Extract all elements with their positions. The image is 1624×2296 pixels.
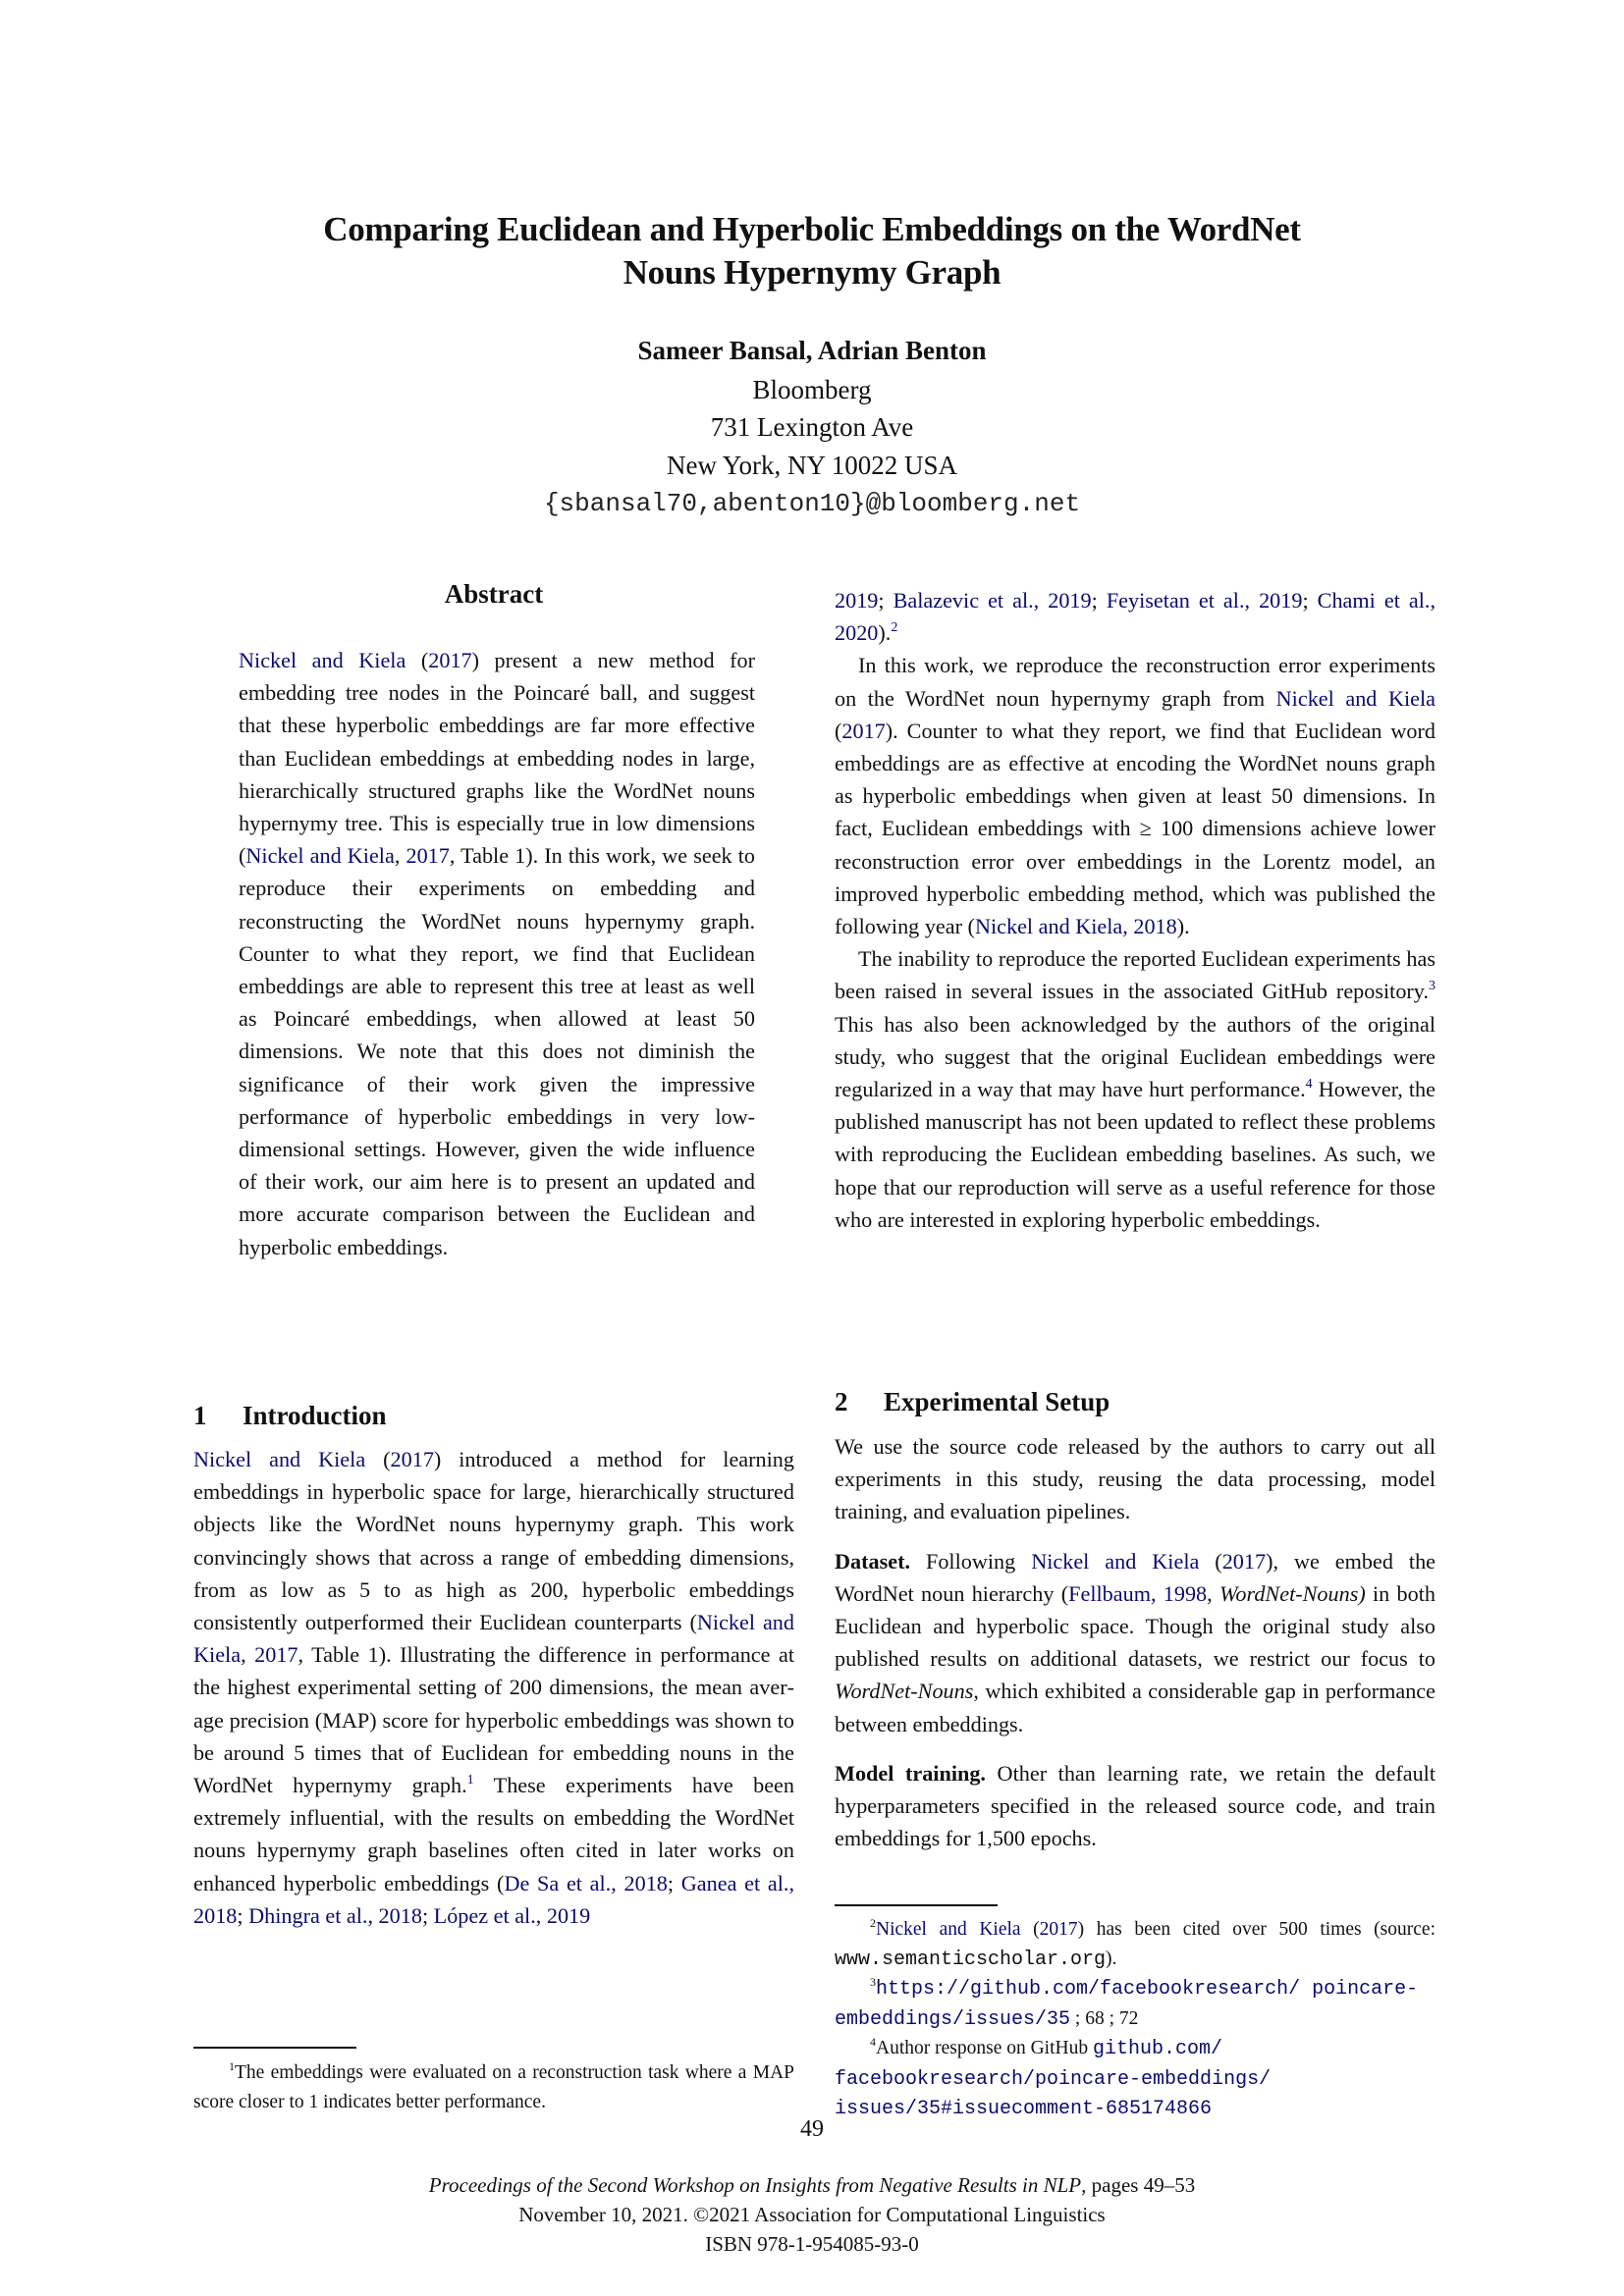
footnote-4 — [835, 2034, 1435, 2124]
body-text: ). — [1176, 914, 1190, 939]
body-text: In this work, we reproduce the reconstruction error experiments on the WordNet noun hypernymy graph from — [835, 653, 1435, 711]
footnote-rule — [835, 1904, 1435, 1906]
body-text: , — [1207, 1580, 1219, 1606]
citation-year-link[interactable]: 2017 — [1039, 1919, 1078, 1940]
footnote-rule — [193, 2047, 794, 2049]
citation-link[interactable]: Nickel and Kiela — [1031, 1548, 1200, 1574]
body-text: Other than learning rate, we retain the default hyperparameters specified in the released source code, and train embeddings for 1,500 epochs. — [835, 1760, 1435, 1851]
model-training-paragraph — [835, 1757, 1435, 1855]
section-title: Experimental Setup — [884, 1387, 1110, 1416]
isbn: ISBN 978-1-954085-93-0 — [705, 2232, 919, 2256]
dataset-label: Dataset. — [835, 1548, 911, 1574]
copyright-line: November 10, 2021. ©2021 Association for Computational Linguistics — [518, 2203, 1106, 2226]
footnote-text: ). — [1106, 1948, 1117, 1969]
section-heading-experimental-setup — [835, 1384, 1435, 1419]
citation-link[interactable]: Chami et al., 2020 — [835, 588, 1435, 646]
citation-link[interactable]: Nickel and Kiela — [239, 648, 406, 672]
introduction-body-left: Nickel and Kiela (2017) introduced a method for learning embeddings in hyperbolic space for large, hierarchically structured objects like the WordNet nouns hypernymy graph. This work convincingly shows that across a range of embedding dimensions, from as low as 5 to as high as 200, hyperbolic embeddings consistently outperformed their Euclidean counterparts (Nickel and Kiela, 2017, Table 1). Illustrating the difference in performance at the highest experimental setting of 200 dimensions, the mean average precision (MAP) score for hyperbolic embeddings was shown to be around 5 times that of Euclidean for embedding nouns in the WordNet hypernymy graph.$^1$ These experiments have been extremely influential, with the results on embedding the WordNet nouns hypernymy graph baselines often cited in later works on enhanced hyperbolic embeddings (De Sa et al., 2018; Ganea et al., 2018; Dhingra et al., 2018; López et al., 2019 — [193, 1447, 794, 1928]
affiliation-org: Bloomberg — [752, 375, 872, 404]
dataset-name: WordNet-Nouns — [835, 1679, 974, 1704]
section-heading-introduction — [193, 1398, 794, 1433]
citation-link[interactable]: Dhingra et al., 2018 — [248, 1902, 422, 1928]
abstract-text: , Table 1). In this work, we seek to reproduce their experiments on embedding and reconstructing the WordNet nouns hypernymy graph. Counter to what they report, we find that Euclidean embeddings are able to represent this tree at least as well as Poincaré embeddings, when allowed at least 50 dimensions. We note that this does not diminish the significance of their work given the impressive performance of hyperbolic embeddings in very low-dimensional settings. However, given the wide influence of their work, our aim here is to present an updated and more accurate comparison between the Euclidean and hyperbolic embeddings. — [239, 843, 755, 1259]
body-text: The inability to reproduce the reported Euclidean experiments has been raised in several issues in the associated GitHub repository. — [835, 946, 1435, 1004]
citation-link[interactable]: Nickel and Kiela — [193, 1447, 366, 1471]
footnote-marker-3[interactable]: 3 — [1429, 979, 1435, 994]
page-number: 49 — [800, 2116, 824, 2142]
setup-intro: We use the source code released by the authors to carry out all experiments in this study, reusing the data processing, model training, and evaluation pipelines. — [835, 1434, 1435, 1524]
dataset-name: WordNet-Nouns) — [1218, 1580, 1366, 1606]
body-text: introduced a method for learning embeddings in hyperbolic space for large, hierarchically structured objects like the WordNet nouns hypernymy graph. This work convincingly shows that across a range of embedding dimensions, from as low as 5 to as high as 200, hyperbolic embeddings consistently outperformed their Euclidean counterparts ( — [193, 1447, 794, 1635]
citation-year-link[interactable]: 2017 — [390, 1447, 434, 1471]
citation-link[interactable]: Balazevic et al., 2019 — [893, 588, 1092, 613]
experimental-setup-body — [835, 1430, 1435, 1854]
citation-year-link[interactable]: 2017 — [1221, 1548, 1267, 1574]
footnote-1 — [193, 2058, 794, 2116]
title-line-2: Nouns Hypernymy Graph — [623, 253, 1001, 292]
citation-link[interactable]: Ganea et al., 2018 — [193, 1870, 794, 1928]
footnote-marker-2[interactable]: 2 — [891, 620, 898, 636]
footnote-text: The embeddings were evaluated on a reconstruction task where a MAP score closer to 1 indicates better performance. — [193, 2062, 794, 2112]
footnote-text: Author response on GitHub — [876, 2038, 1093, 2058]
proceedings-footer — [196, 2170, 1428, 2259]
github-comment-link[interactable]: github.com/ facebookresearch/poincare-embeddings/ issues/35#issuecomment-685174866 — [835, 2038, 1272, 2120]
citation-link[interactable]: Nickel and Kiela, 2018 — [974, 914, 1177, 939]
citation-link[interactable]: Nickel and Kiela — [245, 843, 395, 869]
section-number: 2 — [835, 1387, 848, 1416]
section-number: 1 — [193, 1401, 207, 1430]
citation-link[interactable]: Nickel and Kiela — [1275, 685, 1435, 711]
proceedings-pages: , pages 49–53 — [1081, 2173, 1196, 2197]
citation-link[interactable]: Nickel and Kiela — [876, 1919, 1021, 1940]
citation-link[interactable]: De Sa et al., 2018 — [504, 1870, 668, 1896]
footnote-text: has been cited over 500 times (source: — [1084, 1919, 1435, 1940]
body-text: Following — [910, 1548, 1032, 1574]
citation-year-link[interactable]: 2017 — [406, 843, 450, 869]
footnote-number: 3 — [870, 1975, 876, 1989]
footnote-number: 2 — [870, 1916, 876, 1930]
author-names: Sameer Bansal, Adrian Benton — [637, 336, 987, 365]
footnote-url: www.semanticscholar.org — [835, 1948, 1107, 1971]
affiliation-street: 731 Lexington Ave — [710, 412, 914, 442]
body-text: . Counter to what they report, we find that Euclidean word embeddings are as effective at encoding the WordNet nouns graph as hyperbolic embeddings when given at least 50 dimensions. In fact, Euclidean embeddings with ≥ 100 dimensions achieve lower reconstruction error over embeddings in the Lorentz model, an improved hyperbolic embedding method, which was published the following year ( — [835, 718, 1435, 939]
affiliation-city: New York, NY 10022 USA — [666, 451, 958, 480]
footnote-marker-1[interactable]: 1 — [466, 1773, 474, 1789]
paper-title — [196, 208, 1428, 294]
footnote-2: $^2$Nickel and Kiela (2017) has been cited over 500 times (source: www.semanticscholar.org). — [835, 1916, 1435, 1971]
citation-link[interactable]: Nickel and Kiela — [193, 1610, 794, 1668]
citation-link[interactable]: Fellbaum, 1998 — [1068, 1580, 1208, 1606]
abstract-text: present a new method for embedding tree nodes in the Poincaré ball, and suggest that these hyperbolic embeddings are far more effective than Euclidean embeddings at embedding nodes in large, hierarchically structured graphs like the WordNet nouns hypernymy tree. This is especially true in low dimensions — [239, 648, 756, 836]
github-issues-link[interactable]: https://github.com/facebookresearch/ poincare-embeddings/issues/35 — [835, 1978, 1419, 2031]
footnote-marker-4[interactable]: 4 — [1305, 1077, 1313, 1093]
citation-year-link[interactable]: 2017 — [841, 718, 886, 743]
body-text: , we embed the WordNet noun hierarchy ( — [835, 1548, 1436, 1606]
footnote-number: 4 — [870, 2035, 876, 2049]
citation-link[interactable]: López et al., 2019 — [433, 1902, 591, 1928]
footnote-text: ; 68 ; 72 — [1070, 2007, 1139, 2029]
author-email[interactable]: {sbansal70,abenton10}@bloomberg.net — [543, 489, 1081, 518]
body-text: in both Euclidean and hyperbolic space. Though the original study also published results on additional datasets, we restrict our focus to — [835, 1580, 1435, 1672]
footnote-number: 1 — [229, 2059, 235, 2073]
section-title: Introduction — [243, 1401, 387, 1430]
dataset-paragraph: Dataset. Following Nickel and Kiela (2017), we embed the WordNet noun hierarchy (Fellbaum, 1998, WordNet-Nouns) in both Euclidean and hyperbolic space. Though the original study also published results on additional datasets, we restrict our focus to WordNet-Nouns, which exhibited a considerable gap in performance between embeddings. — [835, 1548, 1436, 1736]
citation-link[interactable]: 2019 — [835, 588, 879, 613]
title-line-1: Comparing Euclidean and Hyperbolic Embeddings on the WordNet — [323, 210, 1301, 248]
citation-link[interactable]: Feyisetan et al., 2019 — [1106, 588, 1303, 613]
body-text: However, the published manuscript has not been updated to reflect these problems with reproducing the Euclidean embedding baselines. As such, we hope that our reproduction will serve as a useful reference for those who are interested in exploring hyperbolic embeddings. — [835, 1077, 1435, 1232]
footnote-3 — [835, 1974, 1435, 2034]
proceedings-title: Proceedings of the Second Workshop on Insights from Negative Results in NLP — [428, 2173, 1082, 2197]
abstract-heading: Abstract — [444, 579, 544, 609]
abstract-body: Nickel and Kiela (2017) present a new method for embedding tree nodes in the Poincaré ball, and suggest that these hyperbolic embeddings are far more effective than Euclidean embeddings at embedding nodes in large, hierarchically structured graphs like the WordNet nouns hypernymy tree. This is especially true in low dimensions (Nickel and Kiela, 2017, Table 1). In this work, we seek to reproduce their experiments on embedding and reconstructing the WordNet nouns hypernymy graph. Counter to what they report, we find that Euclidean embeddings are able to represent this tree at least as well as Poincaré embeddings, when allowed at least 50 dimensions. We note that this does not diminish the significance of their work given the impressive performance of hyperbolic embeddings in very low-dimensional settings. However, given the wide influence of their work, our aim here is to present an updated and more accurate comparison between the Euclidean and hyperbolic embeddings. — [239, 648, 756, 1259]
footnotes-right — [835, 1915, 1435, 2124]
introduction-body-right: 2019; Balazevic et al., 2019; Feyisetan et al., 2019; Chami et al., 2020).$^2$ In this work, we reproduce the reconstruction error experiments on the WordNet noun hypernymy graph from Nickel and Kiela (2017). Counter to what they report, we find that Euclidean word embeddings are as effective at encoding the WordNet nouns graph as hyperbolic embeddings when given at least 50 dimensions. In fact, Euclidean embeddings with ≥ 100 dimensions achieve lower reconstruction error over embeddings in the Lorentz model, an improved hyperbolic embedding method, which was published the following year (Nickel and Kiela, 2018). The inability to reproduce the reported Euclidean experiments has been raised in several issues in the associated GitHub repository.$^3$ This has also been acknowledged by the authors of the original study, who suggest that the original Euclidean embeddings were regularized in a way that may have hurt performance.$^4$ However, the published manuscript has not been updated to reflect these problems with reproducing the Euclidean embedding baselines. As such, we hope that our reproduction will serve as a useful reference for those who are interested in exploring hyperbolic embeddings. — [835, 588, 1435, 1232]
model-training-label: Model training. — [835, 1760, 986, 1786]
body-text: These experiments have been extremely influential, with the results on embedding the WordNet nouns hypernymy graph baselines often cited in later works on enhanced hyperbolic embeddings ( — [193, 1773, 794, 1896]
body-text: , Table 1). Illustrating the difference in performance at the highest experimental setting of 200 dimensions, the mean average precision (MAP) score for hyperbolic embeddings was shown to be around 5 times that of Euclidean for embedding nouns in the WordNet hypernymy graph. — [193, 1642, 794, 1798]
body-text: , which exhibited a considerable gap in performance between embeddings. — [835, 1679, 1435, 1736]
body-text: This has also been acknowledged by the authors of the original study, who suggest that the original Euclidean embeddings were regularized in a way that may have hurt performance. — [835, 1011, 1435, 1102]
citation-year-link[interactable]: 2017 — [254, 1642, 298, 1668]
citation-year-link[interactable]: 2017 — [428, 648, 472, 672]
